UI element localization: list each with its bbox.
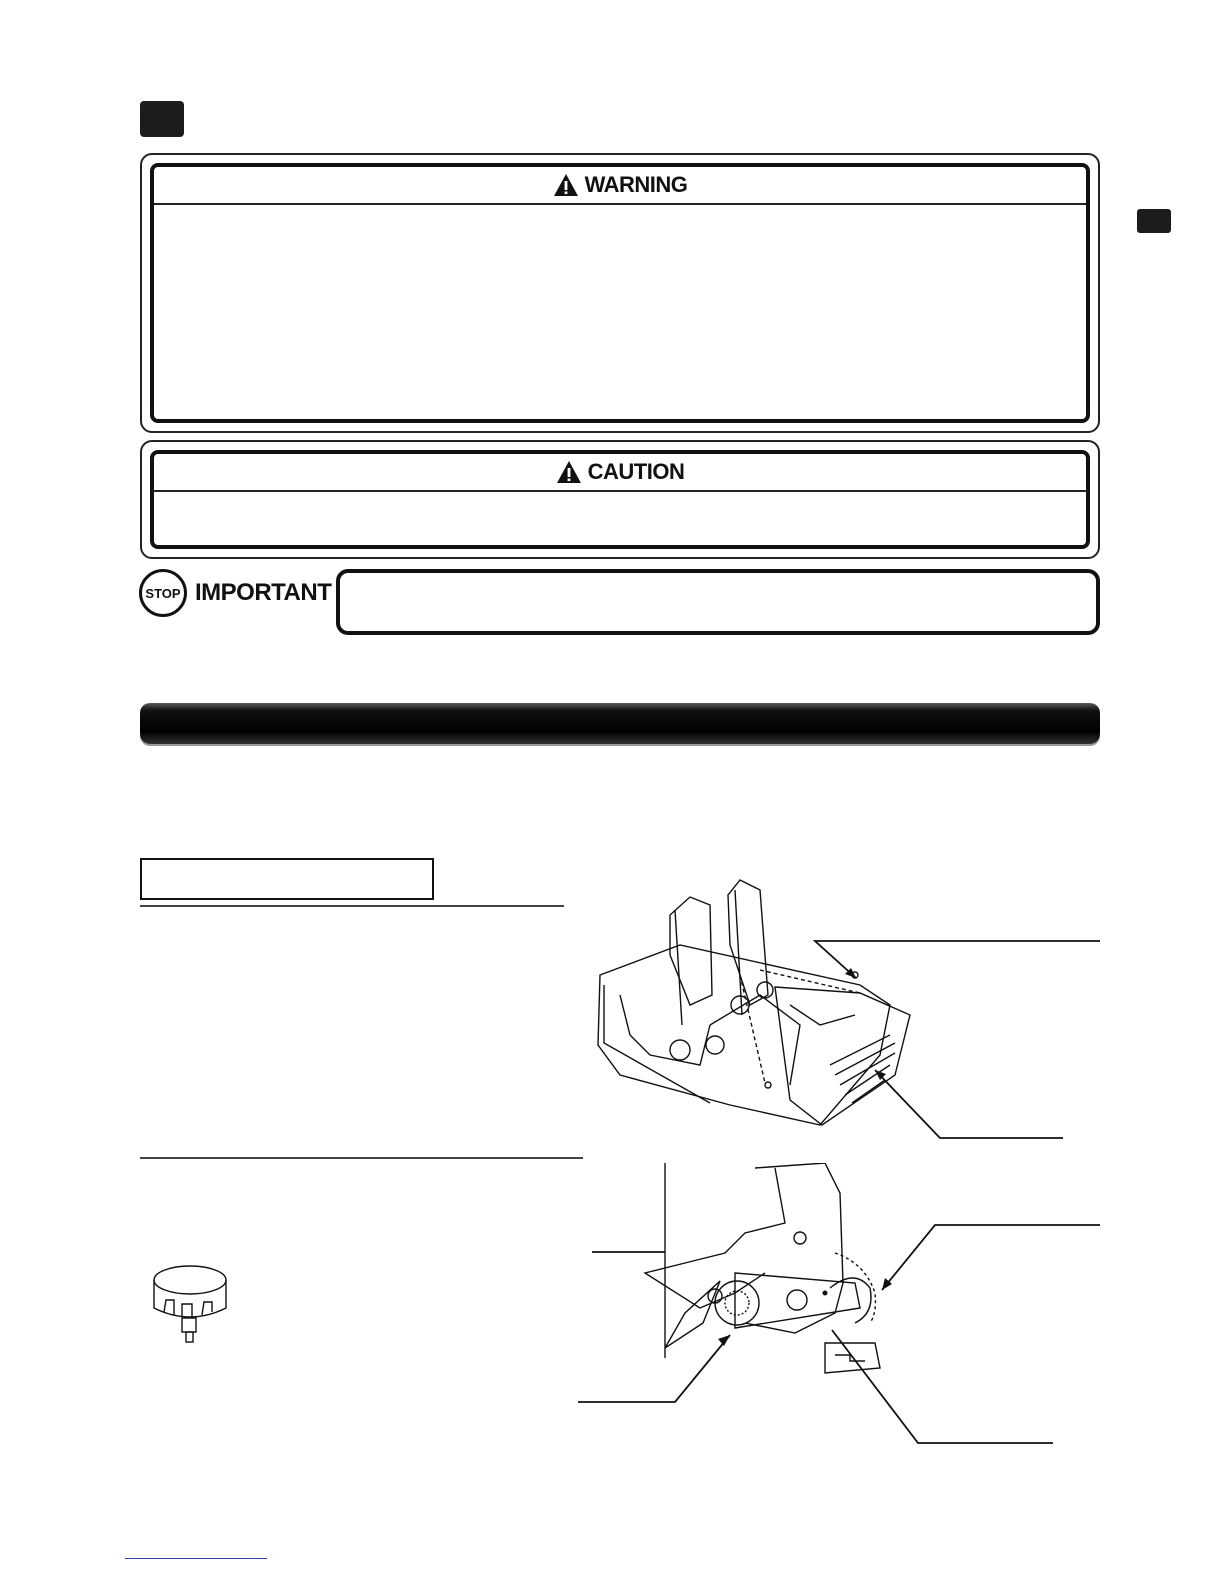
warning-triangle-icon <box>556 460 582 484</box>
important-title: IMPORTANT <box>195 579 332 606</box>
caution-header <box>154 454 1086 492</box>
chapter-marker <box>140 101 184 137</box>
warning-header <box>154 167 1086 205</box>
stop-sign-icon <box>139 569 187 617</box>
footer-underline <box>125 1558 267 1559</box>
section-header-bar <box>140 703 1100 744</box>
divider-rule <box>140 905 564 907</box>
knob-illustration <box>150 1260 234 1360</box>
warning-box <box>140 153 1100 433</box>
side-tab-marker <box>1137 209 1171 233</box>
warning-triangle-icon <box>553 173 579 197</box>
important-label <box>139 569 331 617</box>
divider-rule <box>140 1157 583 1159</box>
important-box <box>336 569 1100 635</box>
step-label-box <box>140 858 434 900</box>
caution-box <box>140 440 1100 559</box>
stop-label: STOP <box>145 585 181 601</box>
callout-leaders <box>570 930 1110 1450</box>
warning-title: WARNING <box>584 172 688 197</box>
caution-title: CAUTION <box>587 459 685 484</box>
